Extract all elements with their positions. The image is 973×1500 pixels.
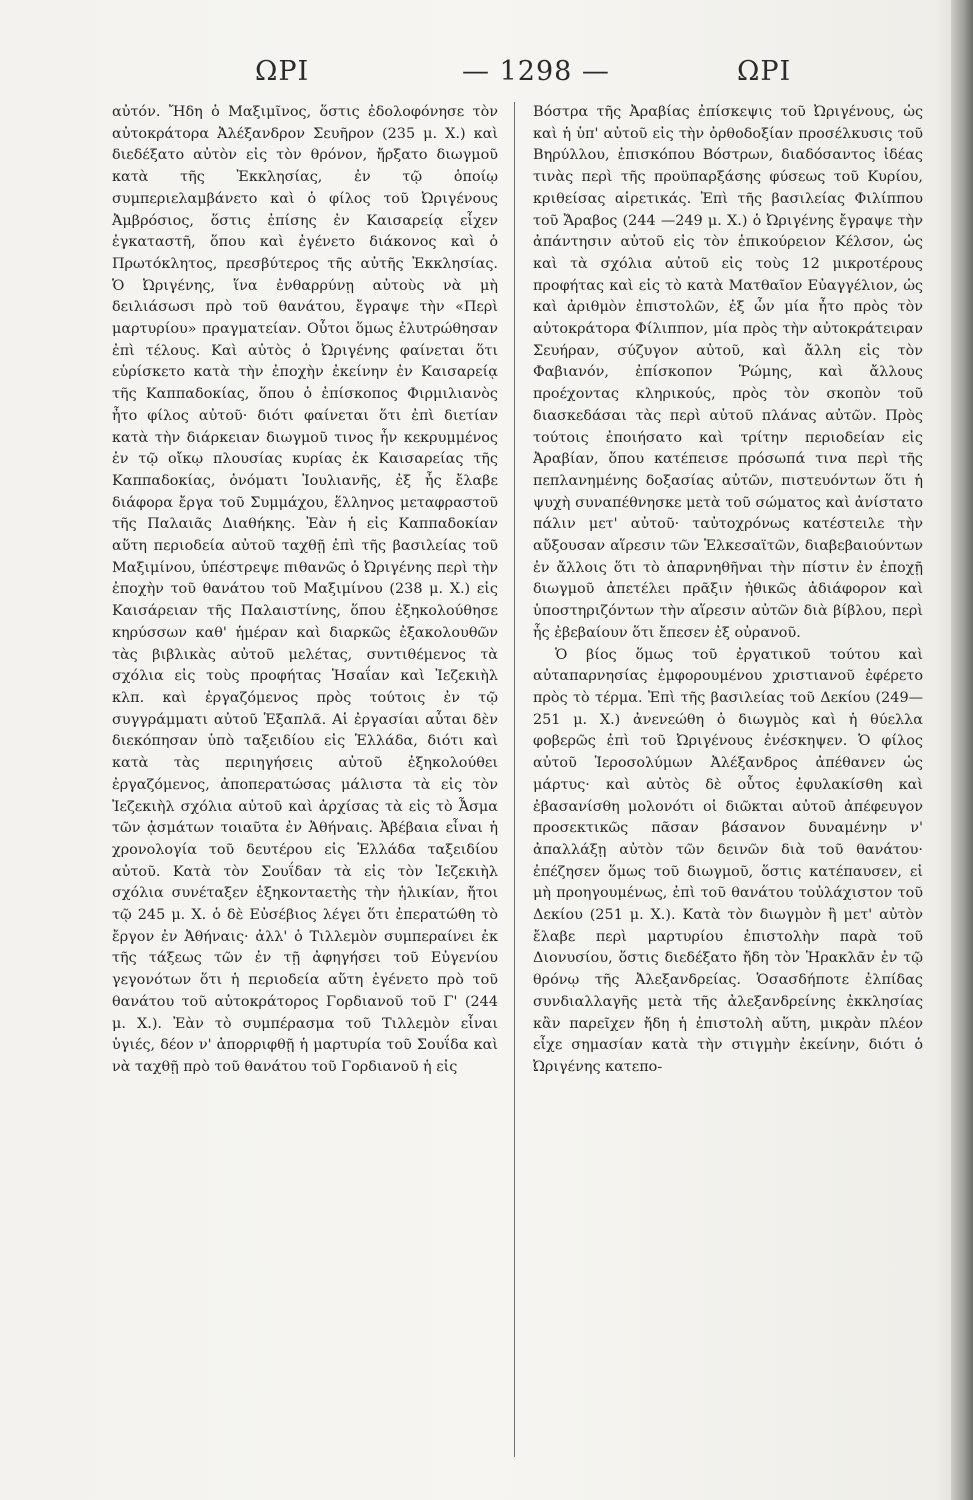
page-number: — 1298 — — [462, 56, 610, 87]
paragraph: Βόστρα τῆς Ἀραβίας ἐπίσκεψις τοῦ Ὠριγένους, ὡς καὶ ἡ ὑπ' αὐτοῦ εἰς τὴν ὀρθοδοξίαν προσέλκυσις τοῦ Βηρύλλου, ἐπισκόπου Βόστρων, διαδόσαντος ἰδέας τινὰς περὶ τῆς προϋπαρξάσης φύσεως τοῦ Κυρίου, κριθείσας αἱρετικάς. Ἐπὶ τῆς βασιλείας Φιλίππου τοῦ Ἄραβος (244 —249 μ. Χ.) ὁ Ὠριγένης ἔγραψε τὴν ἀπάντησιν αὐτοῦ εἰς τὸν ἐπικούρειον Κέλσον, ὡς καὶ τὰ σχόλια αὐτοῦ εἰς τοὺς 12 μικροτέρους προφήτας καὶ εἰς τὸ κατὰ Ματθαῖον Εὐαγγέλιον, ὡς καὶ ἀριθμὸν ἐπιστολῶν, ἐξ ὧν μία ἦτο πρὸς τὸν αὐτοκράτορα Φίλιππον, μία πρὸς τὴν αὐτοκράτειραν Σευήραν, σύζυγον αὐτοῦ, καὶ ἄλλη εἰς τὸν Φαβιανόν, ἐπίσκοπον Ῥώμης, καὶ ἄλλους προέχοντας κληρικούς, πρὸς τὸν σκοπὸν τοῦ διασκεδάσαι τὰς περὶ αὐτοῦ πλάνας αὐτῶν. Πρὸς τούτοις ἐποιήσατο καὶ τρίτην περιοδείαν εἰς Ἀραβίαν, ὅπου κατέπεισε πρόσωπά τινα περὶ τῆς πεπλανημένης δοξασίας αὐτῶν, πιστευόντων ὅτι ἡ ψυχὴ συναπέθνησκε μετὰ τοῦ σώματος καὶ ἀνίστατο πάλιν μετ' αὐτοῦ· ταὐτοχρόνως κατέστειλε τὴν αὔξουσαν αἵρεσιν τῶν Ἑλκεσαϊτῶν, διαβεβαιούντων ἐν ἄλλοις ὅτι τὸ ἀπαρνηθῆναι τὴν πίστιν ἐν ἐποχῇ διωγμοῦ ἀπετέλει πρᾶξιν ἠθικῶς ἀδιάφορον καὶ ὑποστηριζόντων τὴν αἵρεσιν αὐτῶν διὰ βίβλου, περὶ ἧς ἐβεβαίουν ὅτι ἔπεσεν ἐξ οὐρανοῦ. — [533, 104, 923, 641]
header-left-keyword: ΩΡΙ — [255, 56, 310, 87]
paragraph: αὐτόν. Ἤδη ὁ Μαξιμῖνος, ὅστις ἐδολοφόνησε τὸν αὐτοκράτορα Ἀλέξανδρον Σευῆρον (235 μ. Χ.) καὶ διεδέξατο αὐτὸν εἰς τὸν θρόνον, ἤρξατο διωγμοῦ κατὰ τῆς Ἐκκλησίας, ἐν τῷ ὁποίῳ συμπεριελαμβάνετο καὶ ὁ φίλος τοῦ Ὠριγένους Ἀμβρόσιος, ὅστις ἐπίσης ἐν Καισαρείᾳ εἶχεν ἐγκαταστῆ, ὅπου καὶ ἐγένετο διάκονος καὶ ὁ Πρωτόκλητος, πρεσβύτερος τῆς αὐτῆς Ἐκκλησίας. Ὁ Ὠριγένης, ἵνα ἐνθαρρύνῃ αὐτοὺς νὰ μὴ δειλιάσωσι πρὸ τοῦ θανάτου, ἔγραψε τὴν «Περὶ μαρτυρίου» πραγματείαν. Οὗτοι ὅμως ἐλυτρώθησαν ἐπὶ τέλους. Καὶ αὐτὸς ὁ Ὠριγένης φαίνεται ὅτι εὑρίσκετο κατὰ τὴν ἐποχὴν ἐκείνην ἐν Καισαρείᾳ τῆς Καππαδοκίας, ὅπου ὁ ἐπίσκοπος Φιρμιλιανὸς ἦτο φίλος αὐτοῦ· διότι φαίνεται ὅτι ἐπὶ διετίαν κατὰ τὴν διάρκειαν διωγμοῦ τινος ἦν κεκρυμμένος ἐν τῷ οἴκῳ πλουσίας κυρίας ἐκ Καισαρείας τῆς Καππαδοκίας, ὀνόματι Ἰουλιανῆς, ἐξ ἧς ἔλαβε διάφορα ἔργα τοῦ Συμμάχου, ἕλληνος μεταφραστοῦ τῆς Παλαιᾶς Διαθήκης. Ἐὰν ἡ εἰς Καππαδοκίαν αὕτη περιοδεία αὐτοῦ ταχθῇ ἐπὶ τῆς βασιλείας τοῦ Μαξιμίνου, ὑπέστρεψε πιθανῶς ὁ Ὠριγένης περὶ τὴν ἐποχὴν τοῦ θανάτου τοῦ Μαξιμίνου (238 μ. Χ.) εἰς Καισάρειαν τῆς Παλαιστίνης, ὅπου ἐξηκολούθησε κηρύσσων καθ' ἡμέραν καὶ διαρκῶς ἐξακολουθῶν τὰς βιβλικὰς αὐτοῦ μελέτας, συντιθέμενος τὰ σχόλια εἰς τοὺς προφήτας Ἡσαΐαν καὶ Ἰεζεκιὴλ κλπ. καὶ ἐργαζόμενος πρὸς τούτοις ἐν τῷ συγγράμματι αὐτοῦ Ἑξαπλᾶ. Αἱ ἐργασίαι αὗται δὲν διεκόπησαν ὑπὸ ταξειδίου εἰς Ἑλλάδα, διότι καὶ κατὰ τὰς περιηγήσεις αὐτοῦ ἐξηκολούθει ἐργαζόμενος, ἀποπερατώσας μάλιστα τὰ εἰς τὸν Ἰεζεκιὴλ σχόλια αὐτοῦ καὶ ἀρχίσας τὰ εἰς τὸ Ἆσμα τῶν ᾀσμάτων τοιαῦτα ἐν Ἀθήναις. Ἀβέβαια εἶναι ἡ χρονολογία τοῦ δευτέρου εἰς Ἑλλάδα ταξειδίου αὐτοῦ. Κατὰ τὸν Σουΐδαν τὰ εἰς τὸν Ἰεζεκιὴλ σχόλια συνέταξεν ἑξηκονταετὴς τὴν ἡλικίαν, ἤτοι τῷ 245 μ. Χ. ὁ δὲ Εὐσέβιος λέγει ὅτι ἐπερατώθη τὸ ἔργον ἐν Ἀθήναις· ἀλλ' ὁ Τιλλεμὸν συμπεραίνει ἐκ τῆς τάξεως τῶν ἐν τῇ ἀφηγήσει τοῦ Εὐγενίου γεγονότων ὅτι ἡ περιοδεία αὕτη ἐγένετο πρὸ τοῦ θανάτου τοῦ αὐτοκράτορος Γορδιανοῦ τοῦ Γ' (244 μ. Χ.). Ἐὰν τὸ συμπέρασμα τοῦ Τιλλεμὸν εἶναι ὑγιές, δέον ν' ἀπορριφθῇ ἡ μαρτυρία τοῦ Σουΐδα καὶ νὰ ταχθῇ πρὸ τοῦ θανάτου τοῦ Γορδιανοῦ ἡ εἰς — [112, 104, 498, 1075]
paragraph: Ὁ βίος ὅμως τοῦ ἐργατικοῦ τούτου καὶ αὐταπαρνησίας ἐμφορουμένου χριστιανοῦ ἐφέρετο πρὸς τὸ τέρμα. Ἐπὶ τῆς βασιλείας τοῦ Δεκίου (249—251 μ. Χ.) ἀνενεώθη ὁ διωγμὸς καὶ ἡ θύελλα φοβερῶς ἐπὶ τοῦ Ὠριγένους ἐνέσκηψεν. Ὁ φίλος αὐτοῦ Ἱεροσολύμων Ἀλέξανδρος ἀπέθανεν ὡς μάρτυς· καὶ αὐτὸς δὲ οὗτος ἐφυλακίσθη καὶ ἐβασανίσθη μολονότι οἱ διῶκται αὐτοῦ ἀπέφευγον προσεκτικῶς πᾶσαν βάσανον δυναμένην ν' ἀπαλλάξῃ αὐτὸν τῶν δεινῶν διὰ τοῦ θανάτου· ἐπέζησεν ὅμως τοῦ διωγμοῦ, ὅστις κατέπαυσεν, εἰ μὴ προηγουμένως, ἐπὶ τοῦ θανάτου τοὐλάχιστον τοῦ Δεκίου (251 μ. Χ.). Κατὰ τὸν διωγμὸν ἢ μετ' αὐτὸν ἔλαβε περὶ μαρτυρίου ἐπιστολὴν παρὰ τοῦ Διονυσίου, ὅστις διεδέξατο ἤδη τὸν Ἡρακλᾶν ἐν τῷ θρόνῳ τῆς Ἀλεξανδρείας. Ὁσασδήποτε ἐλπίδας συνδιαλλαγῆς μετὰ τῆς ἀλεξανδρείνης ἐκκλησίας κἂν παρεῖχεν ἤδη ἡ ἐπιστολὴ αὕτη, μικρὰν πλέον εἶχε σημασίαν κατὰ τὴν στιγμὴν ἐκείνην, διότι ὁ Ὠριγένης κατεπο- — [533, 646, 923, 1075]
left-column — [112, 102, 498, 1079]
right-column — [533, 102, 923, 1079]
header-right-keyword: ΩΡΙ — [737, 56, 792, 87]
running-header — [105, 56, 925, 100]
page-edge — [951, 0, 973, 1500]
column-divider — [514, 102, 515, 1457]
